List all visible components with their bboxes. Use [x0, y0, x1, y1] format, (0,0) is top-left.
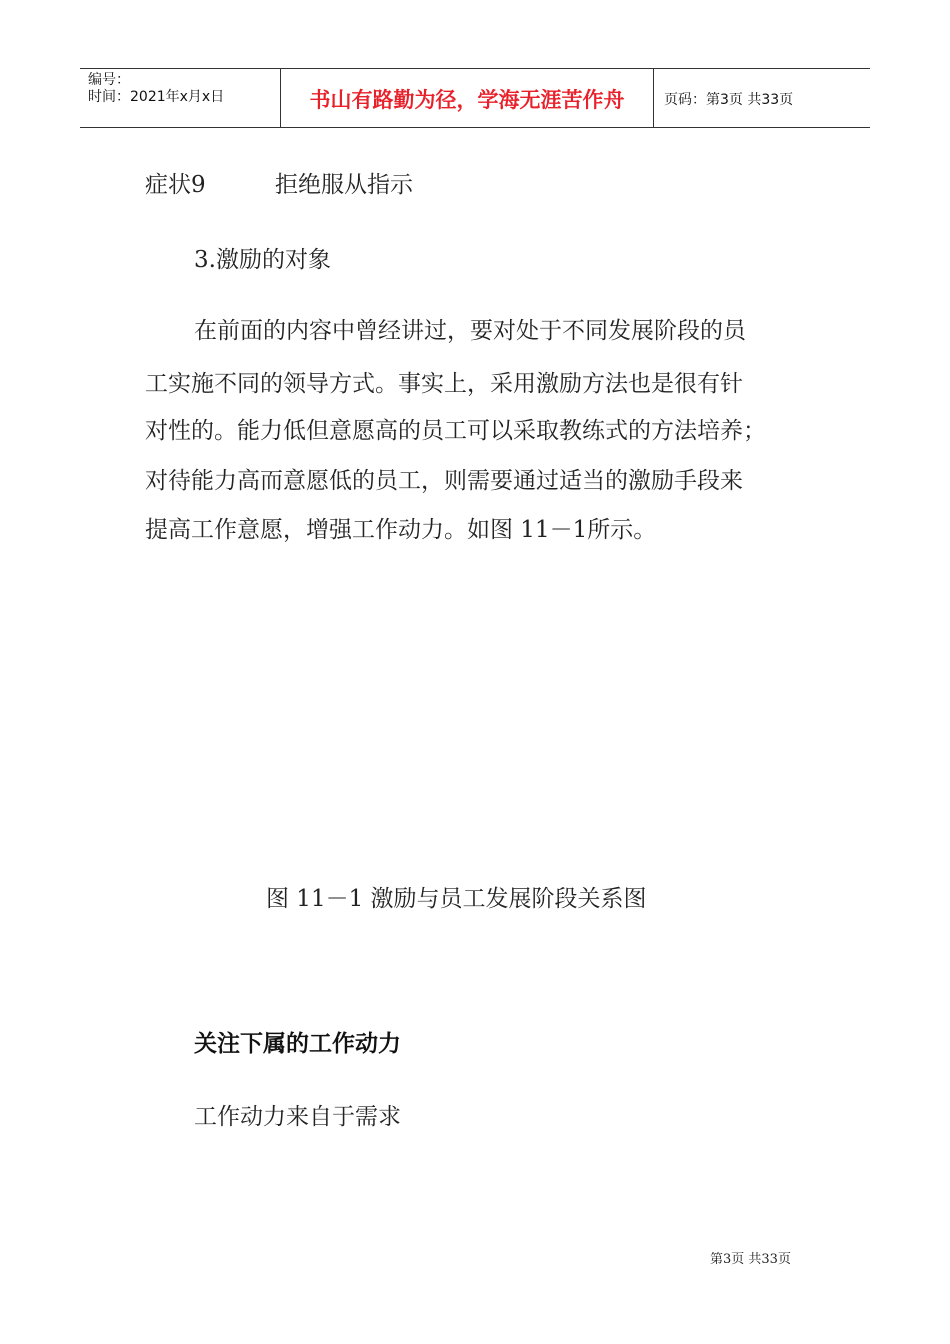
paragraph-line: 对性的。能力低但意愿高的员工可以采取教练式的方法培养； — [145, 418, 766, 444]
document-number-label: 编号： — [88, 72, 130, 88]
symptom-line — [145, 170, 413, 200]
document-time-label: 时间：2021年x月x日 — [88, 89, 225, 105]
section-heading: 3.激励的对象 — [194, 247, 331, 273]
sub-text: 工作动力来自于需求 — [194, 1104, 401, 1130]
subheading: 关注下属的工作动力 — [194, 1031, 401, 1057]
page-footer: 第3页 共33页 — [710, 1252, 791, 1267]
paragraph-line: 工实施不同的领导方式。事实上，采用激励方法也是很有针 — [145, 371, 743, 397]
figure-caption: 图 11－1 激励与员工发展阶段关系图 — [266, 886, 647, 912]
header-meta-cell — [80, 69, 281, 127]
header-motto: 书山有路勤为径，学海无涯苦作舟 — [281, 69, 654, 127]
paragraph-line: 提高工作意愿，增强工作动力。如图 11－1所示。 — [145, 517, 657, 543]
page-header — [80, 68, 870, 128]
header-page-number: 页码：第3页 共33页 — [664, 92, 794, 108]
paragraph-line: 对待能力高而意愿低的员工，则需要通过适当的激励手段来 — [145, 468, 743, 494]
symptom-number: 症状9 — [145, 172, 206, 198]
symptom-text: 拒绝服从指示 — [275, 172, 413, 198]
paragraph-line: 在前面的内容中曾经讲过，要对处于不同发展阶段的员 — [194, 318, 746, 344]
